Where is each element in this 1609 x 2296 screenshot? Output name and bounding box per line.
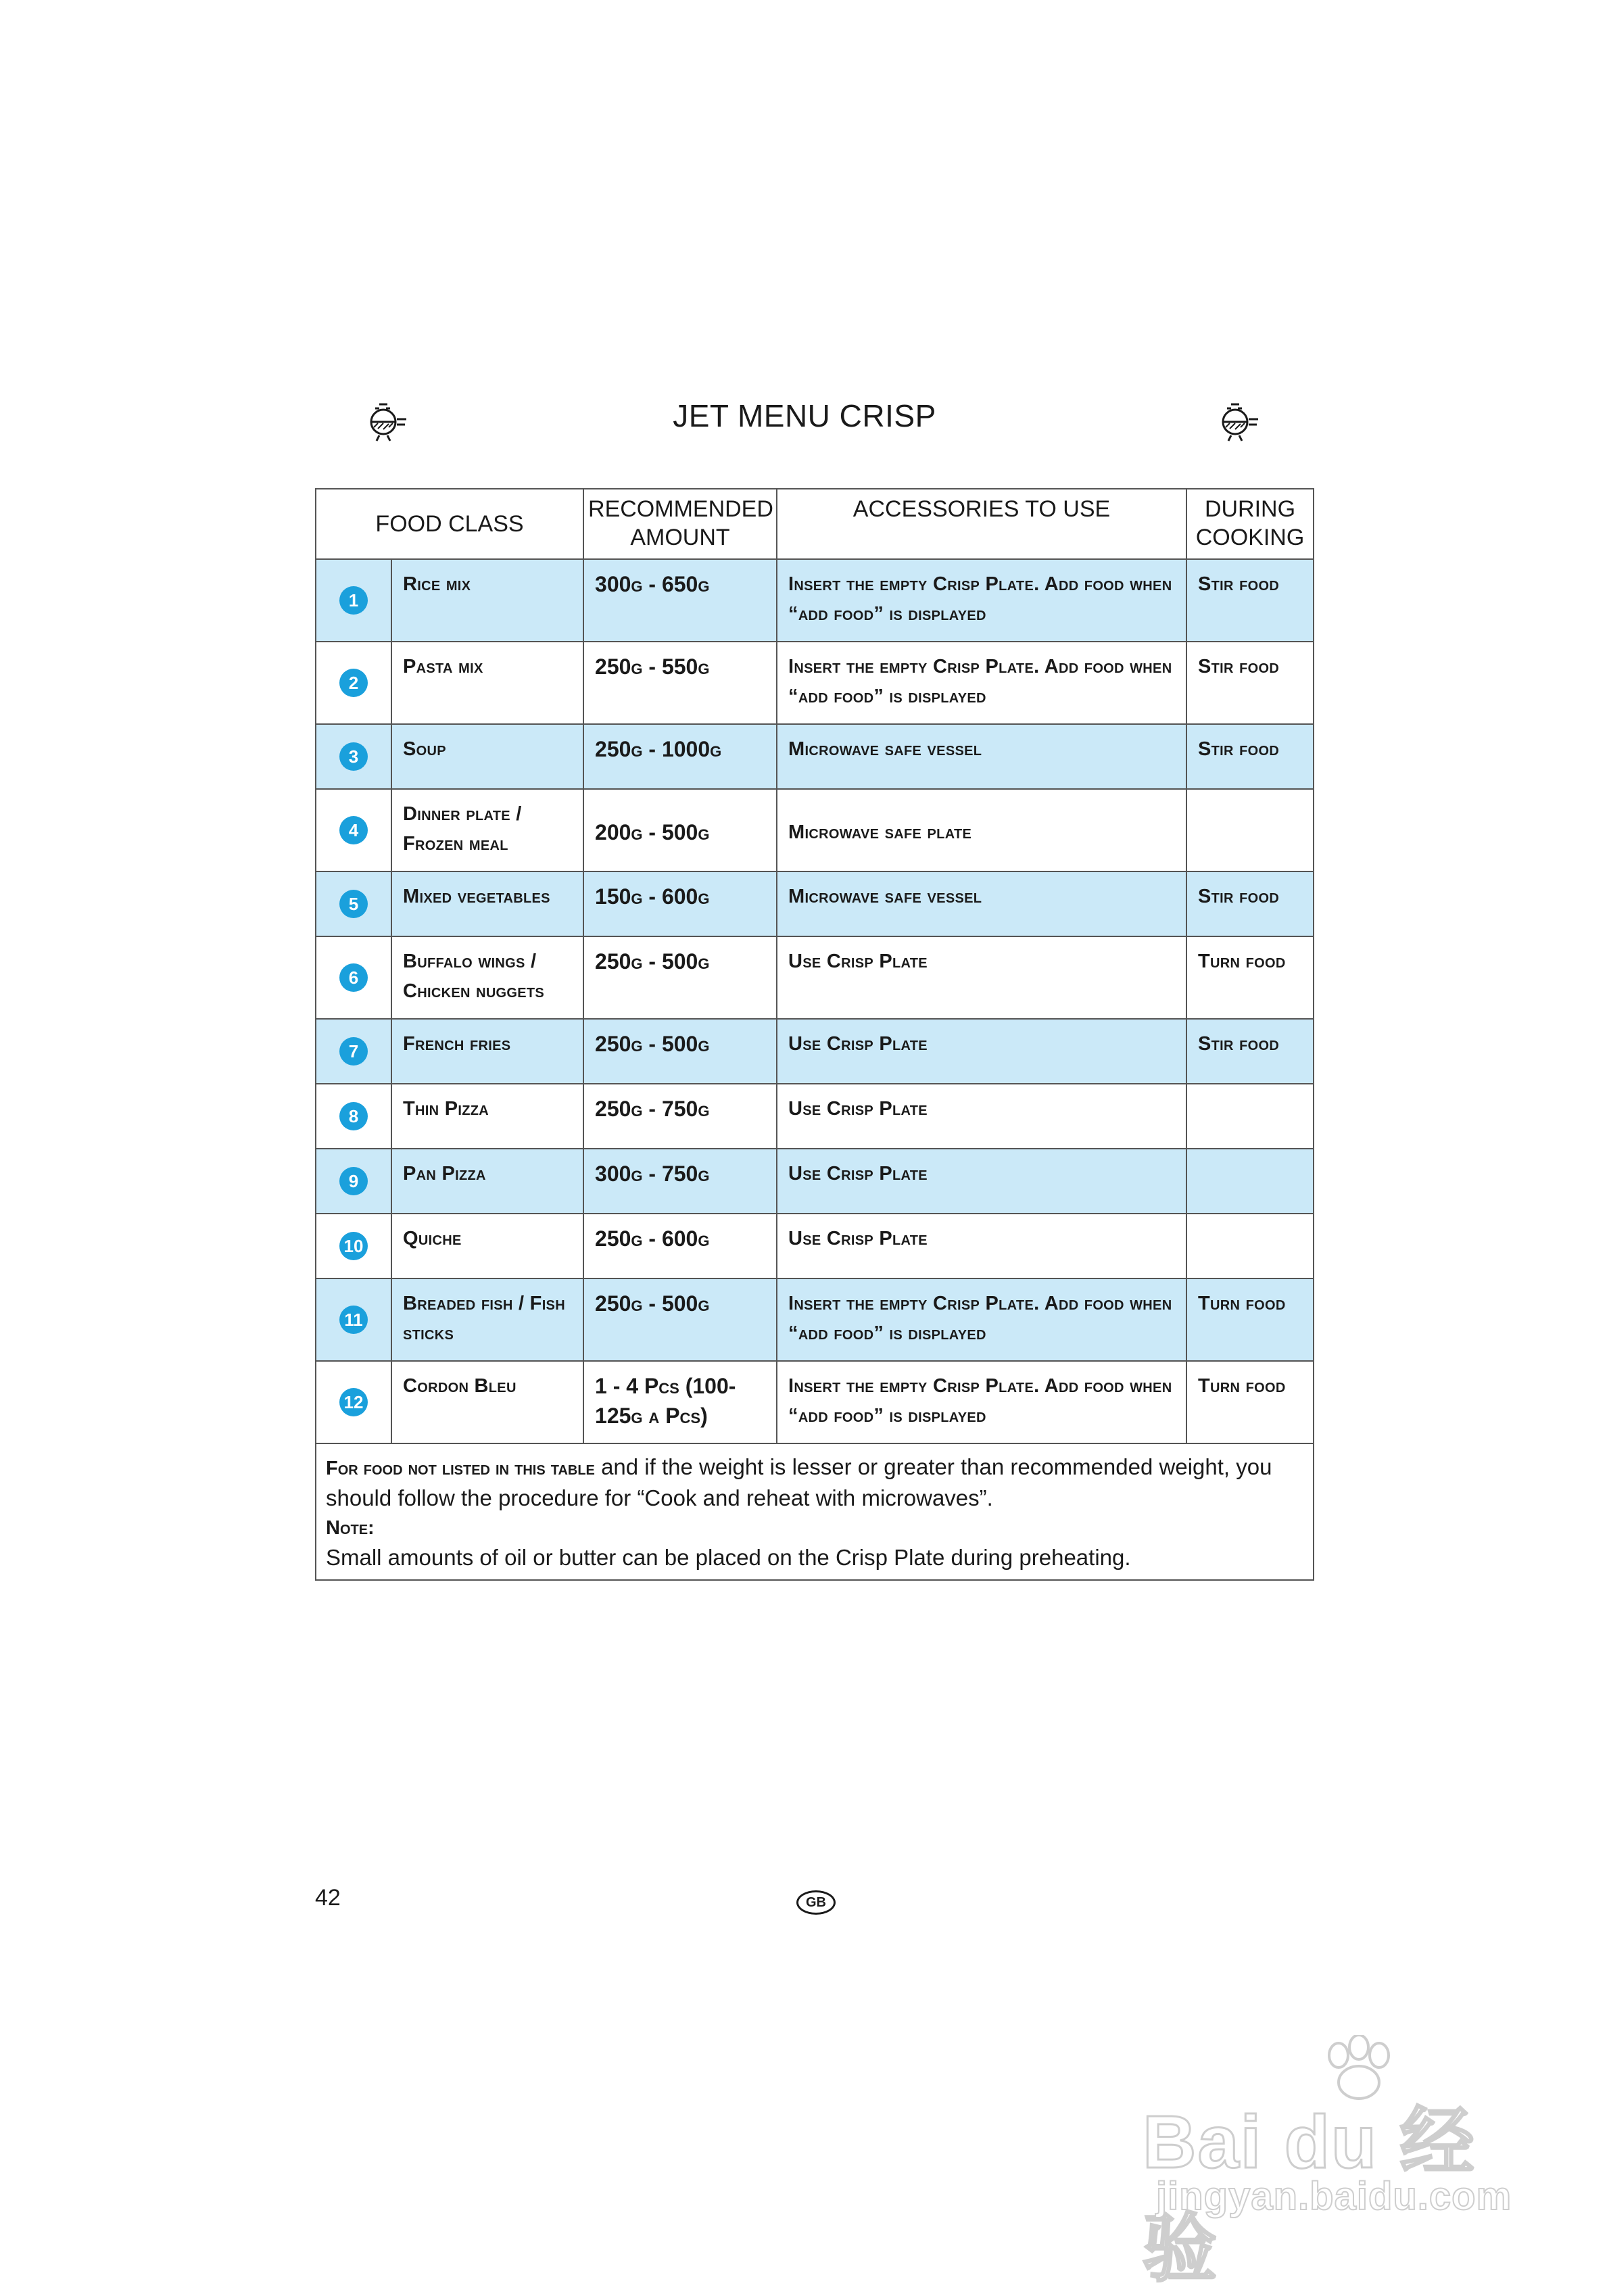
amount: 250g - 600g bbox=[595, 1226, 710, 1251]
table-row bbox=[316, 1214, 1314, 1278]
food-class: Pan Pizza bbox=[403, 1163, 486, 1185]
food-class: Dinner plate / Frozen meal bbox=[403, 803, 522, 855]
food-class: Thin Pizza bbox=[403, 1098, 489, 1120]
accessory: Microwave safe vessel bbox=[788, 738, 982, 760]
during-cooking: Stir food bbox=[1198, 656, 1280, 677]
accessory: Insert the empty Crisp Plate. Add food when “add food” is displayed bbox=[788, 1375, 1172, 1427]
watermark-url: jingyan.baidu.com bbox=[1156, 2174, 1512, 2218]
amount: 150g - 600g bbox=[595, 884, 710, 909]
amount: 250g - 500g bbox=[595, 949, 710, 974]
accessory: Use Crisp Plate bbox=[788, 1228, 928, 1249]
row-number-badge: 6 bbox=[339, 963, 368, 992]
accessory: Insert the empty Crisp Plate. Add food when “add food” is displayed bbox=[788, 1293, 1172, 1344]
row-number-badge: 5 bbox=[339, 890, 368, 918]
during-cooking: Stir food bbox=[1198, 1033, 1280, 1055]
table-row bbox=[316, 559, 1314, 642]
footer-text: and if the weight is lesser or greater than recommended weight, you should follow the procedure for “Cook and reheat with microwaves”. bbox=[326, 1454, 1272, 1510]
accessory: Insert the empty Crisp Plate. Add food when “add food” is displayed bbox=[788, 656, 1172, 707]
accessory: Use Crisp Plate bbox=[788, 1163, 928, 1185]
language-badge: GB bbox=[796, 1890, 836, 1915]
accessory: Microwave safe plate bbox=[788, 821, 972, 843]
header-recommended-amount: RECOMMENDED AMOUNT bbox=[583, 489, 777, 559]
during-cooking: Stir food bbox=[1198, 886, 1280, 907]
amount: 250g - 500g bbox=[595, 1291, 710, 1316]
row-number-badge: 10 bbox=[339, 1232, 368, 1260]
food-class: Cordon Bleu bbox=[403, 1375, 517, 1397]
table-row bbox=[316, 936, 1314, 1019]
header-food-class: FOOD CLASS bbox=[316, 489, 583, 559]
row-number-badge: 11 bbox=[339, 1306, 368, 1334]
table-footer-row bbox=[316, 1443, 1314, 1580]
row-number-badge: 1 bbox=[339, 586, 368, 615]
header-accessories: ACCESSORIES TO USE bbox=[777, 489, 1186, 559]
amount: 250g - 550g bbox=[595, 654, 710, 679]
table-row bbox=[316, 1019, 1314, 1084]
amount: 300g - 750g bbox=[595, 1162, 710, 1186]
page-number: 42 bbox=[315, 1885, 341, 1911]
table-row bbox=[316, 789, 1314, 871]
amount: 250g - 500g bbox=[595, 1032, 710, 1056]
food-class: Pasta mix bbox=[403, 656, 483, 677]
page-header bbox=[0, 392, 1609, 446]
food-class: Soup bbox=[403, 738, 446, 760]
table-row bbox=[316, 871, 1314, 936]
food-class: Quiche bbox=[403, 1228, 462, 1249]
table-row bbox=[316, 1278, 1314, 1361]
during-cooking: Stir food bbox=[1198, 738, 1280, 760]
amount: 200g - 500g bbox=[595, 820, 710, 844]
accessory: Use Crisp Plate bbox=[788, 1033, 928, 1055]
watermark bbox=[1143, 2035, 1548, 2291]
accessory: Microwave safe vessel bbox=[788, 886, 982, 907]
jet-menu-crisp-table bbox=[315, 488, 1313, 1581]
during-cooking: Turn food bbox=[1198, 1293, 1286, 1314]
table-header-row bbox=[316, 489, 1314, 559]
amount: 1 - 4 Pcs (100-125g a Pcs) bbox=[595, 1374, 736, 1428]
page-title: JET MENU CRISP bbox=[673, 398, 936, 433]
table-row bbox=[316, 724, 1314, 789]
row-number-badge: 2 bbox=[339, 669, 368, 697]
row-number-badge: 9 bbox=[339, 1167, 368, 1195]
header-during-cooking: DURING COOKING bbox=[1186, 489, 1314, 559]
table-row bbox=[316, 1361, 1314, 1443]
watermark-brand: Bai du 经验 bbox=[1143, 2101, 1476, 2291]
amount: 300g - 650g bbox=[595, 572, 710, 596]
accessory: Use Crisp Plate bbox=[788, 1098, 928, 1120]
jet-crisp-icon bbox=[1207, 392, 1268, 446]
during-cooking: Turn food bbox=[1198, 951, 1286, 972]
row-number-badge: 12 bbox=[339, 1388, 368, 1416]
accessory: Insert the empty Crisp Plate. Add food when “add food” is displayed bbox=[788, 573, 1172, 625]
food-class: Mixed vegetables bbox=[403, 886, 550, 907]
during-cooking: Stir food bbox=[1198, 573, 1280, 595]
amount: 250g - 750g bbox=[595, 1097, 710, 1121]
note-label: Note: bbox=[326, 1517, 375, 1539]
food-class: Buffalo wings / Chicken nuggets bbox=[403, 951, 545, 1002]
note-text: Small amounts of oil or butter can be placed on the Crisp Plate during preheating. bbox=[326, 1545, 1131, 1570]
accessory: Use Crisp Plate bbox=[788, 951, 928, 972]
table-row bbox=[316, 1084, 1314, 1149]
table-row bbox=[316, 642, 1314, 724]
row-number-badge: 3 bbox=[339, 742, 368, 771]
food-class: Rice mix bbox=[403, 573, 471, 595]
row-number-badge: 4 bbox=[339, 816, 368, 844]
food-class: Breaded fish / Fish sticks bbox=[403, 1293, 565, 1344]
row-number-badge: 7 bbox=[339, 1037, 368, 1066]
row-number-badge: 8 bbox=[339, 1102, 368, 1130]
table-footer-note bbox=[316, 1443, 1314, 1580]
footer-lead: For food not listed in this table bbox=[326, 1458, 595, 1479]
food-class: French fries bbox=[403, 1033, 511, 1055]
amount: 250g - 1000g bbox=[595, 737, 722, 761]
during-cooking: Turn food bbox=[1198, 1375, 1286, 1397]
table-row bbox=[316, 1149, 1314, 1214]
